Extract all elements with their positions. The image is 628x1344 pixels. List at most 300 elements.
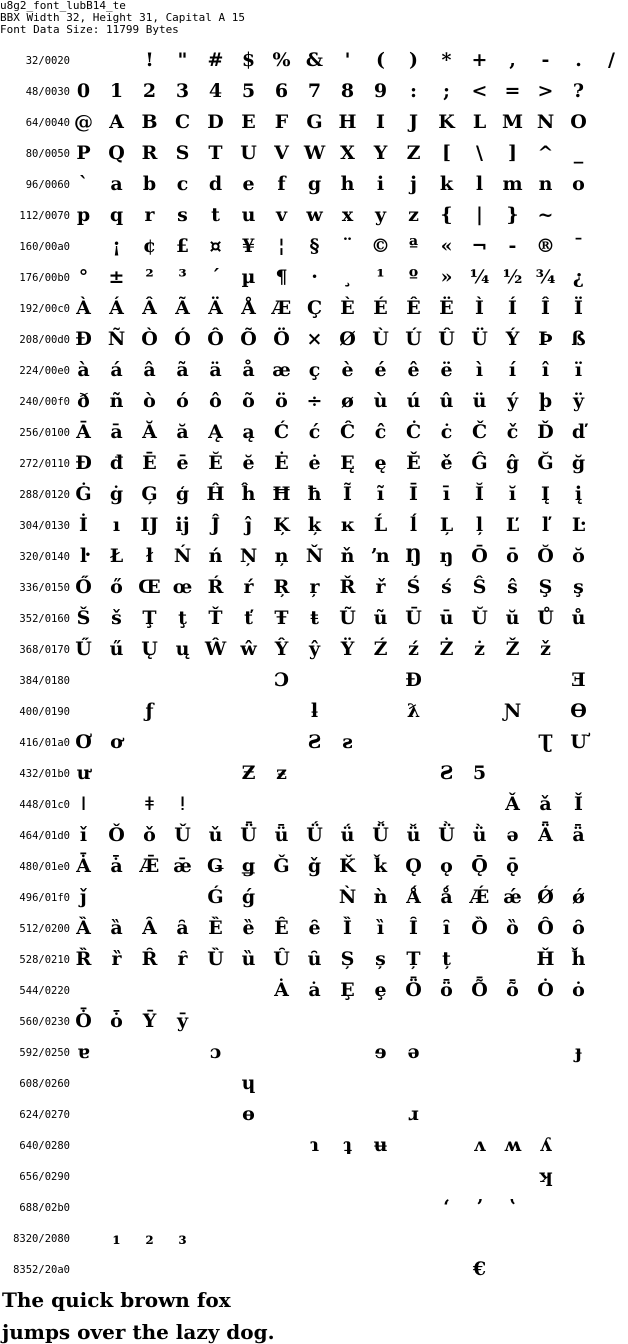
glyph-cell: ; [442,80,450,102]
glyph-cell: Ɖ [405,669,422,691]
glyph-cell: ʍ [503,1134,522,1156]
glyph-cell: ē [176,452,189,474]
glyph-cell: þ [538,390,553,412]
glyph-cell: ĳ [175,514,190,536]
glyph-cell: ° [78,266,89,288]
glyph-cell: × [306,328,323,350]
glyph-cell: ₁ [112,1227,121,1249]
glyph-cell: ŕ [243,576,254,598]
glyph-cell: Ǣ [139,855,160,877]
glyph-cell: ® [536,235,555,257]
glyph-row [0,666,590,697]
glyph-cell: ¿ [572,266,585,288]
glyph-cell: 5 [241,80,256,102]
glyph-cell: ü [472,390,487,412]
glyph-cell: - [541,49,550,71]
glyph-cell: ĝ [505,452,520,474]
glyph-cell: ǽ [503,886,522,908]
glyph-cell: Į [541,483,550,505]
glyph-cell: ǻ [440,886,453,908]
glyph-cell: ǵ [241,886,256,908]
row-code-label: 272/0110 [19,458,70,470]
glyph-cell: . [575,49,582,71]
glyph-cell: Ė [274,452,289,474]
glyph-cell: w [306,204,323,226]
glyph-cell: ŵ [240,638,257,660]
glyph-cell: ʉ [373,1134,388,1156]
row-code-label: 480/01e0 [19,861,70,873]
glyph-cell: Ø [339,328,356,350]
glyph-cell: 2 [142,80,157,102]
glyph-cell: Ǧ [273,855,290,877]
glyph-cell: œ [172,576,193,598]
glyph-cell: ċ [440,421,453,443]
glyph-row [0,945,590,976]
glyph-cell: Ǜ [438,824,455,846]
glyph-cell: Ř [339,576,356,598]
glyph-cell: ģ [175,483,190,505]
glyph-cell: j [410,173,417,195]
glyph-cell: Ŷ [274,638,289,660]
glyph-cell: Ô [207,328,224,350]
glyph-cell: ǒ [143,824,156,846]
row-code-label: 640/0280 [19,1140,70,1152]
glyph-cell: ĭ [508,483,517,505]
glyph-cell: ɿ [309,1134,320,1156]
glyph-cell: Ś [406,576,421,598]
glyph-cell: Á [109,297,124,319]
glyph-cell: > [537,80,554,102]
glyph-cell: ŭ [505,607,520,629]
glyph-row [0,790,590,821]
row-code-label: 496/01f0 [19,892,70,904]
glyph-cell: Ȗ [273,948,290,970]
glyph-cell: Ƨ [307,731,322,753]
glyph-cell: ņ [274,545,289,567]
glyph-cell: Ő [75,576,92,598]
glyph-cell: ǚ [406,824,421,846]
glyph-row [0,1131,590,1162]
glyph-cell: ƶ [276,762,287,784]
glyph-cell: ǜ [472,824,487,846]
glyph-cell: ʌ [473,1134,486,1156]
glyph-cell: ń [208,545,223,567]
data-size-line: Font Data Size: 11799 Bytes [0,23,179,36]
glyph-cell: ʼ [476,1196,483,1218]
glyph-cell: ù [373,390,388,412]
glyph-cell: ò [143,390,156,412]
glyph-cell: M [501,111,524,133]
row-code-label: 96/0060 [25,179,70,191]
glyph-cell: Ğ [537,452,554,474]
glyph-cell: ț [442,948,451,970]
glyph-cell: [ [442,142,451,164]
glyph-cell: ȃ [176,917,189,939]
glyph-cell: 4 [208,80,223,102]
glyph-row [0,294,590,325]
glyph-cell: C [174,111,191,133]
glyph-cell: ș [375,948,386,970]
glyph-cell: | [476,204,483,226]
glyph-cell: Ǖ [240,824,257,846]
glyph-cell: ʽ [509,1196,516,1218]
glyph-cell: ó [176,390,189,412]
glyph-cell: Ǚ [372,824,389,846]
glyph-cell: è [341,359,354,381]
row-code-label: 592/0250 [19,1047,70,1059]
glyph-cell: Ȃ [142,917,157,939]
glyph-cell: ø [341,390,354,412]
glyph-cell: ǡ [110,855,123,877]
glyph-cell: ǫ [440,855,453,877]
glyph-cell: ŗ [309,576,320,598]
glyph-cell: Ę [340,452,355,474]
glyph-cell: Ȭ [471,979,488,1001]
glyph-cell: Ĝ [471,452,488,474]
glyph-cell: n [538,173,553,195]
row-code-label: 288/0120 [19,489,70,501]
glyph-row [0,201,590,232]
glyph-cell: æ [272,359,291,381]
glyph-cell: Ň [305,545,324,567]
glyph-cell: ȁ [110,917,123,939]
glyph-cell: ö [275,390,288,412]
glyph-cell: 0 [76,80,91,102]
glyph-cell: Ŏ [537,545,554,567]
glyph-cell: ă [176,421,189,443]
glyph-cell: F [274,111,289,133]
glyph-cell: 1 [109,80,124,102]
glyph-cell: * [441,49,452,71]
glyph-cell: į [574,483,583,505]
glyph-cell: ¼ [469,266,490,288]
sample-text-line-1: The quick brown fox [2,1288,231,1312]
glyph-cell: \ [476,142,483,164]
glyph-cell: # [207,49,224,71]
glyph-row [0,418,590,449]
glyph-cell: Ȩ [340,979,355,1001]
glyph-cell: Ï [574,297,583,319]
glyph-cell: ȗ [307,948,322,970]
glyph-cell: Ț [406,948,421,970]
glyph-cell: ū [439,607,454,629]
glyph-row [0,356,590,387]
glyph-cell: a [110,173,123,195]
glyph-cell: Ţ [142,607,157,629]
glyph-cell: ĺ [409,514,418,536]
glyph-cell: ȏ [572,917,585,939]
glyph-cell: â [143,359,156,381]
glyph-cell: Ǭ [471,855,488,877]
glyph-row [0,976,590,1007]
glyph-cell: Ŧ [274,607,289,629]
glyph-cell: ¶ [275,266,288,288]
glyph-cell: x [341,204,354,226]
glyph-cell: q [109,204,124,226]
glyph-cell: õ [242,390,255,412]
glyph-cell: Ĕ [208,452,223,474]
glyph-cell: ³ [178,266,187,288]
glyph-cell: ğ [571,452,586,474]
glyph-cell: ő [110,576,123,598]
glyph-cell: ȇ [308,917,321,939]
glyph-row [0,1069,590,1100]
row-code-label: 368/0170 [19,644,70,656]
glyph-cell: ť [244,607,253,629]
glyph-cell: ´ [210,266,221,288]
glyph-cell: î [541,359,550,381]
glyph-cell: ª [408,235,419,257]
glyph-cell: ŧ [310,607,319,629]
glyph-cell: ] [508,142,517,164]
glyph-cell: ŉ [370,545,391,567]
glyph-cell: ȋ [442,917,451,939]
glyph-cell: Ă [142,421,157,443]
glyph-cell: Õ [240,328,257,350]
glyph-row [0,449,590,480]
glyph-cell: Ǵ [207,886,224,908]
glyph-cell: ȓ [177,948,188,970]
glyph-cell: v [275,204,288,226]
glyph-cell: ţ [178,607,187,629]
glyph-cell: Ê [406,297,421,319]
glyph-cell: & [305,49,324,71]
glyph-row [0,697,590,728]
glyph-cell: « [440,235,453,257]
glyph-cell: Ż [439,638,454,660]
glyph-cell: Ǽ [469,886,490,908]
glyph-cell: X [340,142,355,164]
glyph-cell: ȳ [176,1010,189,1032]
row-code-label: 624/0270 [19,1109,70,1121]
glyph-cell: : [409,80,417,102]
glyph-cell: é [374,359,387,381]
glyph-cell: © [371,235,390,257]
glyph-cell: ã [176,359,189,381]
glyph-cell: ȭ [506,979,519,1001]
glyph-cell: i [376,173,385,195]
glyph-cell: _ [573,142,584,164]
glyph-cell: ? [572,80,585,102]
row-code-label: 384/0180 [19,675,70,687]
row-code-label: 608/0260 [19,1078,70,1090]
glyph-cell: Ā [76,421,91,443]
glyph-cell: Ǘ [306,824,323,846]
glyph-cell: Ȕ [207,948,224,970]
glyph-cell: o [572,173,585,195]
glyph-row [0,759,590,790]
glyph-cell: ë [440,359,453,381]
glyph-row [0,232,590,263]
glyph-cell: Ȳ [142,1010,157,1032]
glyph-cell: Ħ [272,483,291,505]
glyph-cell: 7 [307,80,322,102]
glyph-cell: Ȫ [405,979,422,1001]
glyph-cell: Ŝ [472,576,487,598]
glyph-cell: ž [540,638,551,660]
glyph-cell: İ [79,514,88,536]
glyph-cell: k [439,173,454,195]
glyph-cell: ɟ [574,1041,583,1063]
glyph-row [0,604,590,635]
glyph-cell: Ȏ [537,917,554,939]
glyph-cell: ` [78,173,89,195]
glyph-row [0,139,590,170]
glyph-cell: ɔ [209,1041,222,1063]
glyph-cell: Č [471,421,488,443]
glyph-cell: Đ [75,328,92,350]
glyph-cell: ¦ [278,235,285,257]
glyph-cell: ƚ [310,700,319,722]
glyph-cell: ¢ [142,235,157,257]
glyph-cell: h [340,173,355,195]
glyph-cell: 9 [373,80,388,102]
glyph-cell: ı [112,514,121,536]
glyph-row [0,573,590,604]
glyph-cell: + [471,49,488,71]
row-code-label: 544/0220 [19,985,70,997]
glyph-cell: Ÿ [340,638,355,660]
glyph-cell: $ [241,49,256,71]
glyph-cell: ơ [110,731,123,753]
glyph-cell: L [472,111,487,133]
glyph-cell: ľ [541,514,550,536]
glyph-cell: Ȇ [274,917,289,939]
glyph-cell: ǹ [373,886,388,908]
glyph-cell: c [176,173,189,195]
glyph-cell: ä [209,359,222,381]
glyph-cell: Ʈ [538,731,553,753]
glyph-cell: ŷ [308,638,321,660]
glyph-cell: Y [373,142,388,164]
glyph-cell: Q [108,142,125,164]
glyph-cell: º [408,266,419,288]
glyph-cell: ǀ [80,793,87,815]
glyph-cell: Î [541,297,550,319]
glyph-cell: Ȁ [76,917,91,939]
glyph-cell: ũ [373,607,388,629]
glyph-cell: Ǻ [406,886,421,908]
glyph-cell: Ǩ [339,855,356,877]
glyph-cell: Ò [141,328,158,350]
glyph-cell: Ȧ [274,979,289,1001]
glyph-cell: ʻ [443,1196,450,1218]
row-code-label: 400/0190 [19,706,70,718]
glyph-cell: ì [475,359,484,381]
row-code-label: 8320/2080 [13,1233,70,1245]
glyph-cell: Ć [273,421,290,443]
glyph-cell: Ȯ [537,979,554,1001]
glyph-cell: d [208,173,223,195]
glyph-cell: Ǎ [505,793,520,815]
glyph-cell: Ū [405,607,422,629]
glyph-cell: Ŕ [207,576,224,598]
glyph-cell: Å [241,297,256,319]
row-code-label: 464/01d0 [19,830,70,842]
glyph-cell: Ń [173,545,192,567]
glyph-cell: ė [308,452,321,474]
glyph-cell: Ĭ [475,483,484,505]
glyph-cell: Ù [372,328,389,350]
glyph-cell: ů [571,607,586,629]
glyph-cell: J [409,111,418,133]
glyph-cell: ħ [307,483,322,505]
glyph-cell: Ǫ [405,855,422,877]
glyph-cell: B [141,111,158,133]
glyph-cell: ¸ [342,266,353,288]
glyph-cell: ¯ [573,235,584,257]
glyph-cell: Ĳ [140,514,159,536]
glyph-cell: ô [209,390,222,412]
row-code-label: 192/00c0 [19,303,70,315]
glyph-cell: š [111,607,122,629]
glyph-cell: ¤ [209,235,222,257]
glyph-cell: Ĥ [206,483,225,505]
glyph-cell: p [76,204,91,226]
glyph-cell: ¥ [241,235,256,257]
glyph-cell: ï [574,359,583,381]
glyph-cell: Û [438,328,455,350]
glyph-cell: ư [76,762,91,784]
glyph-cell: Đ [75,452,92,474]
glyph-cell: ķ [307,514,322,536]
glyph-cell: ÷ [306,390,323,412]
glyph-cell: Ċ [405,421,422,443]
glyph-row [0,1038,590,1069]
glyph-cell: ɐ [77,1041,90,1063]
glyph-cell: " [177,49,188,71]
glyph-cell: Ņ [239,545,258,567]
glyph-cell: ŝ [507,576,518,598]
glyph-cell: f [277,173,286,195]
glyph-cell: ½ [502,266,523,288]
glyph-cell: € [472,1258,487,1280]
glyph-cell: u [241,204,256,226]
glyph-cell: S [175,142,190,164]
glyph-cell: N [536,111,555,133]
glyph-cell: ) [409,49,418,71]
glyph-cell: y [374,204,387,226]
glyph-cell: ȑ [111,948,122,970]
glyph-cell: Ǹ [338,886,357,908]
glyph-cell: Ǟ [538,824,553,846]
glyph-cell: ȩ [374,979,387,1001]
glyph-cell: Ɲ [503,700,522,722]
glyph-cell: Ž [505,638,520,660]
glyph-cell: Ŭ [471,607,488,629]
glyph-cell: È [340,297,355,319]
glyph-cell: Ǒ [108,824,125,846]
glyph-cell: £ [175,235,190,257]
glyph-cell: ₂ [145,1227,154,1249]
glyph-cell: ň [340,545,355,567]
glyph-cell: · [311,266,318,288]
glyph-cell: Ǝ [571,669,586,691]
glyph-cell: Ȑ [75,948,92,970]
glyph-cell: ś [441,576,452,598]
row-code-label: 240/00f0 [19,396,70,408]
glyph-cell: Ġ [75,483,92,505]
glyph-cell: Z [406,142,421,164]
glyph-cell: H [338,111,357,133]
glyph-cell: l [475,173,484,195]
glyph-cell: ƒ [145,700,154,722]
row-code-label: 48/0030 [25,86,70,98]
glyph-cell: Ș [340,948,355,970]
glyph-row [0,728,590,759]
glyph-cell: Ä [208,297,223,319]
font-name-line: u8g2_font_lubB14_te [0,0,126,12]
